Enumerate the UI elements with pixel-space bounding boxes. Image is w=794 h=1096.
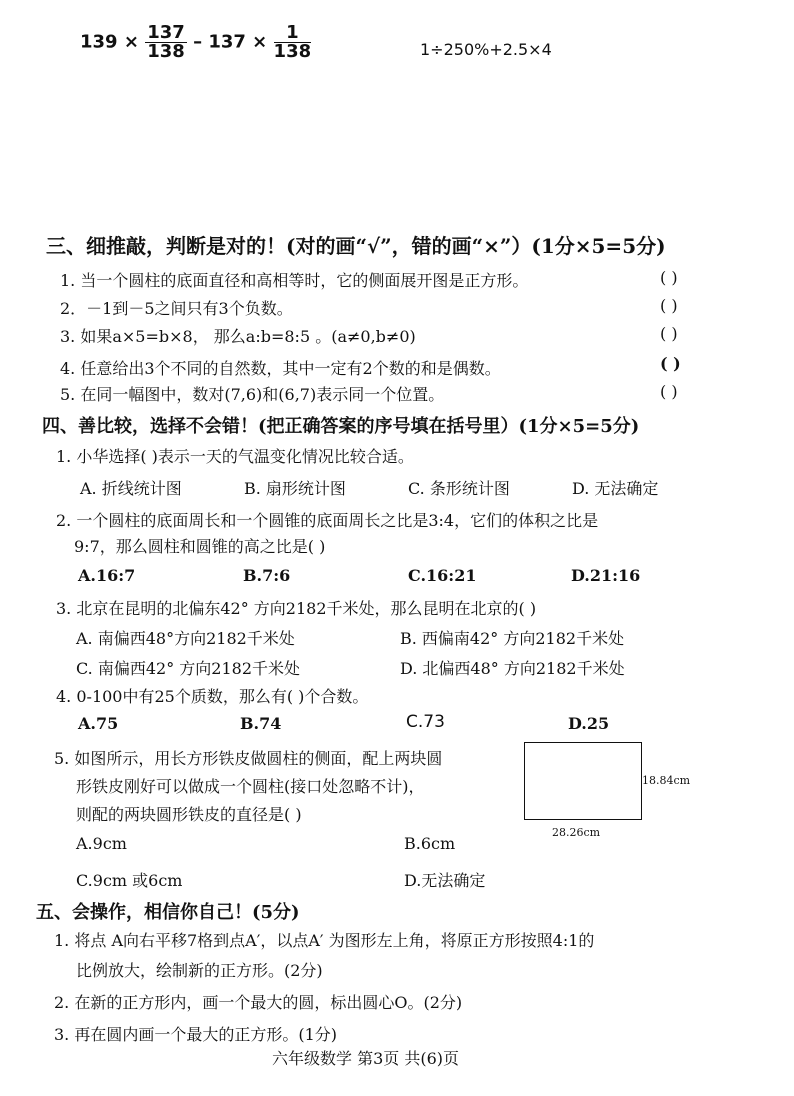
q5-option-b[interactable]: B.6cm [404, 834, 456, 853]
operation-line-3: 2. 在新的正方形内，画一个最大的圆，标出圆心O。(2分) [54, 993, 463, 1012]
operation-line-1: 1. 将点 A向右平移7格到点A′，以点A′ 为图形左上角，将原正方形按照4:1的 [54, 931, 595, 950]
q4-option-c[interactable]: C.73 [406, 712, 445, 732]
answer-paren-2[interactable]: ( ) [660, 296, 678, 315]
judge-item-2: 2．－1到－5之间只有3个负数。 [60, 299, 293, 318]
expr1-part-a: 139 × [80, 31, 139, 53]
q2-option-a[interactable]: A.16:7 [78, 566, 136, 585]
section4-title: 四、善比较，选择不会错！(把正确答案的序号填在括号里）(1分×5=5分) [42, 416, 640, 437]
q3-option-d[interactable]: D. 北偏西48° 方向2182千米处 [400, 659, 625, 678]
q1-option-d[interactable]: D. 无法确定 [572, 479, 659, 498]
q3-option-a[interactable]: A. 南偏西48°方向2182千米处 [76, 629, 295, 648]
q3-option-c[interactable]: C. 南偏西42° 方向2182千米处 [76, 659, 301, 678]
choice-q5-line3: 则配的两块圆形铁皮的直径是( ) [76, 805, 302, 824]
q4-option-b[interactable]: B.74 [240, 714, 282, 733]
judge-item-3: 3. 如果a×5=b×8， 那么a:b=8:5 。(a≠0,b≠0) [60, 327, 416, 346]
choice-q5-line2: 形铁皮刚好可以做成一个圆柱(接口处忽略不计)， [76, 777, 425, 796]
rectangle-figure [524, 742, 642, 820]
answer-paren-1[interactable]: ( ) [660, 268, 678, 287]
q2-option-d[interactable]: D.21:16 [571, 566, 641, 585]
fraction-numerator: 1 [274, 24, 312, 43]
answer-paren-3[interactable]: ( ) [660, 324, 678, 343]
q1-option-c[interactable]: C. 条形统计图 [408, 479, 510, 498]
choice-q4: 4. 0-100中有25个质数，那么有( )个合数。 [56, 687, 369, 706]
figure-height-label: 18.84cm [642, 774, 691, 787]
expr1-part-b: – 137 × [193, 31, 268, 53]
page-footer: 六年级数学 第3页 共(6)页 [272, 1049, 460, 1068]
choice-q1: 1. 小华选择( )表示一天的气温变化情况比较合适。 [56, 447, 414, 466]
choice-q3: 3. 北京在昆明的北偏东42° 方向2182千米处，那么昆明在北京的( ) [56, 599, 537, 618]
q2-option-b[interactable]: B.7:6 [243, 566, 291, 585]
fraction-1-138 [274, 24, 312, 61]
q4-option-a[interactable]: A.75 [78, 714, 119, 733]
expression-2: 1÷250%+2.5×4 [420, 40, 552, 59]
choice-q2-line1: 2. 一个圆柱的底面周长和一个圆锥的底面周长之比是3:4，它们的体积之比是 [56, 511, 599, 530]
expression-1 [80, 24, 311, 61]
fraction-denominator: 138 [147, 41, 185, 62]
section3-title: 三、细推敲，判断是对的！(对的画“√”，错的画“×”）(1分×5=5分) [46, 234, 666, 258]
section5-title: 五、会操作，相信你自己！(5分) [36, 902, 300, 923]
operation-line-4: 3. 再在圆内画一个最大的正方形。(1分) [54, 1025, 338, 1044]
choice-q2-line2: 9:7，那么圆柱和圆锥的高之比是( ) [74, 537, 326, 556]
q3-option-b[interactable]: B. 西偏南42° 方向2182千米处 [400, 629, 625, 648]
figure-width-label: 28.26cm [552, 826, 601, 839]
fraction-denominator: 138 [273, 41, 312, 62]
fraction-137-138 [145, 24, 187, 61]
q5-option-c[interactable]: C.9cm 或6cm [76, 871, 183, 890]
answer-paren-4[interactable]: ( ) [660, 354, 681, 373]
judge-item-5: 5. 在同一幅图中，数对(7,6)和(6,7)表示同一个位置。 [60, 385, 445, 404]
q5-option-d[interactable]: D.无法确定 [404, 871, 486, 890]
answer-paren-5[interactable]: ( ) [660, 382, 678, 401]
judge-item-1: 1. 当一个圆柱的底面直径和高相等时，它的侧面展开图是正方形。 [60, 271, 529, 290]
q1-option-a[interactable]: A. 折线统计图 [80, 479, 182, 498]
q5-option-a[interactable]: A.9cm [76, 834, 127, 853]
operation-line-2: 比例放大，绘制新的正方形。(2分) [76, 961, 323, 980]
choice-q5-line1: 5. 如图所示，用长方形铁皮做圆柱的侧面，配上两块圆 [54, 749, 443, 768]
judge-item-4: 4. 任意给出3个不同的自然数，其中一定有2个数的和是偶数。 [60, 359, 501, 378]
q1-option-b[interactable]: B. 扇形统计图 [244, 479, 346, 498]
fraction-numerator: 137 [147, 22, 185, 43]
q2-option-c[interactable]: C.16:21 [408, 566, 477, 585]
q4-option-d[interactable]: D.25 [568, 714, 610, 733]
